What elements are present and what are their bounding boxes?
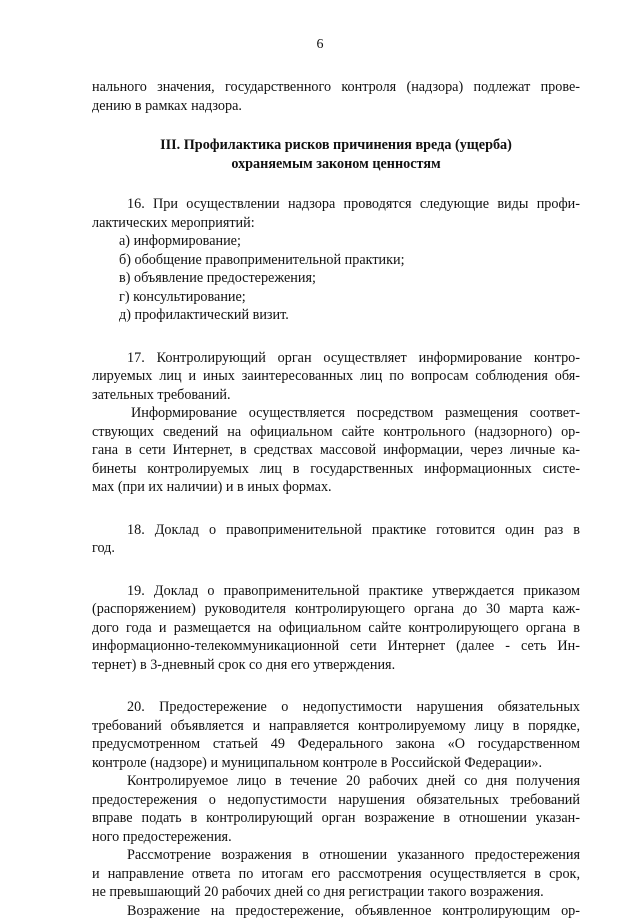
section-heading-line: III. Профилактика рисков причинения вреда (ущерба) [92,136,580,155]
paragraph-18 [92,521,580,558]
text-line: дению в рамках надзора. [92,97,580,116]
text-line: год. [92,539,580,558]
list-item: д) профилактический визит. [92,306,580,325]
text-line: и направление ответа по итогам его рассмотрения осуществляется в срок, [92,865,580,884]
text-line: лактических мероприятий: [92,214,580,233]
text-line: гана в сети Интернет, в средствах массовой информации, через личные ка- [92,441,580,460]
page-content [92,78,580,920]
text-line: (распоряжением) руководителя контролирующего органа до 30 марта каж- [92,600,580,619]
text-line: ного предостережения. [92,828,580,847]
paragraph-20 [92,698,580,920]
paragraph-19 [92,582,580,675]
text-line: тернет) в 3-дневный срок со дня его утверждения. [92,656,580,675]
text-line: требований объявляется и направляется контролируемому лицу в порядке, [92,717,580,736]
text-line: Контролируемое лицо в течение 20 рабочих дней со дня получения [92,772,580,791]
text-line: контроле (надзоре) и муниципальном контроле в Российской Федерации». [92,754,580,773]
list-item: г) консультирование; [92,288,580,307]
text-line: бинеты контролируемых лиц в государственных информационных систе- [92,460,580,479]
paragraph-17 [92,349,580,497]
page-number: 6 [0,36,640,54]
text-line: Возражение на предостережение, объявленное контролирующим ор- [92,902,580,920]
text-line: зательных требований. [92,386,580,405]
list-item: а) информирование; [92,232,580,251]
prevention-measures-list [92,232,580,325]
text-line: вправе подать в контролирующий орган возражение в отношении указан- [92,809,580,828]
list-item: б) обобщение правоприменительной практики; [92,251,580,270]
text-line: предостережения о недопустимости нарушения обязательных требований [92,791,580,810]
text-line: 17. Контролирующий орган осуществляет информирование контро- [92,349,580,368]
text-line: мах (при их наличии) и в иных формах. [92,478,580,497]
text-line: нального значения, государственного контроля (надзора) подлежат прове- [92,78,580,97]
text-line: 16. При осуществлении надзора проводятся следующие виды профи- [92,195,580,214]
text-line: Рассмотрение возражения в отношении указанного предостережения [92,846,580,865]
text-line: предусмотренном статьей 49 Федерального закона «О государственном [92,735,580,754]
text-line: информационно-телекоммуникационной сети Интернет (далее - сеть Ин- [92,637,580,656]
list-item: в) объявление предостережения; [92,269,580,288]
text-line: не превышающий 20 рабочих дней со дня регистрации такого возражения. [92,883,580,902]
section-heading-line: охраняемым законом ценностям [92,155,580,174]
text-line: 18. Доклад о правоприменительной практике готовится один раз в [92,521,580,540]
text-line: 19. Доклад о правоприменительной практике утверждается приказом [92,582,580,601]
text-line: лируемых лиц и иных заинтересованных лиц по вопросам соблюдения обя- [92,367,580,386]
text-line: дого года и размещается на официальном сайте контролирующего органа в [92,619,580,638]
text-line: 20. Предостережение о недопустимости нарушения обязательных [92,698,580,717]
paragraph-16 [92,195,580,325]
section-heading [92,136,580,174]
text-line: ствующих сведений на официальном сайте контрольного (надзорного) ор- [92,423,580,442]
text-line: Информирование осуществляется посредством размещения соответ- [92,404,580,423]
intro-paragraph [92,78,580,115]
